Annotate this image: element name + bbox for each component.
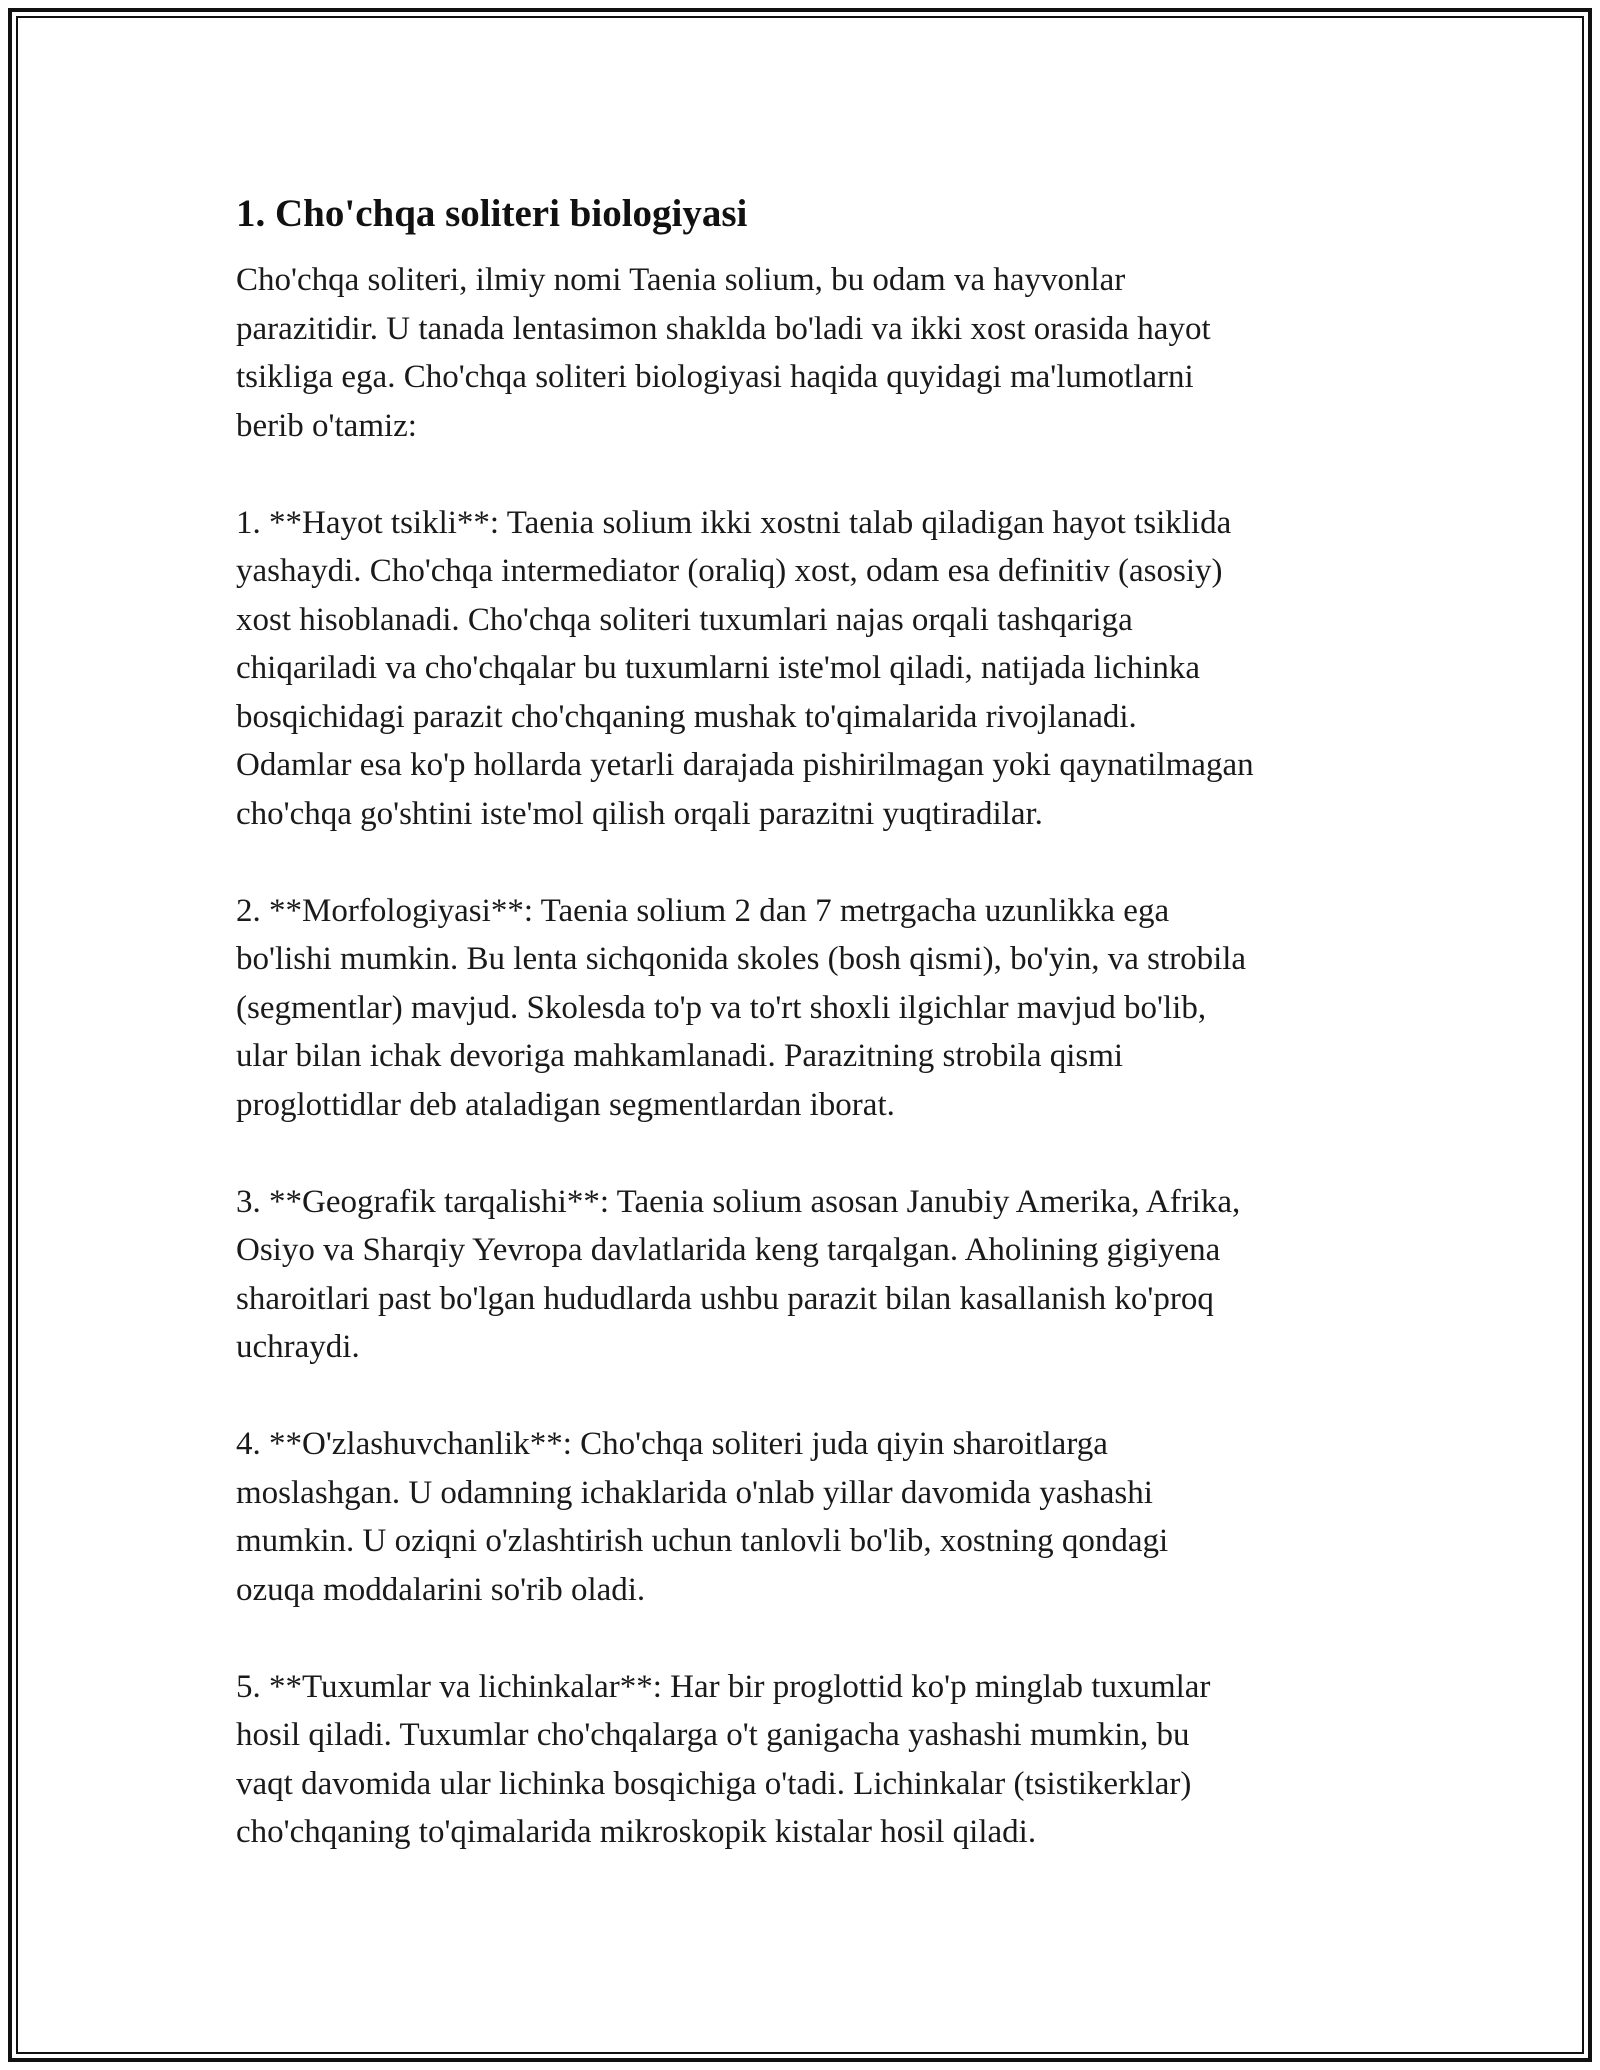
section-morphology: 2. **Morfologiyasi**: Taenia solium 2 dan 7 metrgacha uzunlikka ega bo'lishi mumkin. Bu lenta sichqonida skoles (bosh qismi), bo'yin, va strobila (segmentlar) mavjud. Skolesda to'p va to'rt shoxli ilgichlar mavjud bo'lib, ular bilan ichak devoriga mahkamlanadi. Parazitning strobila qismi proglottidlar deb ataladigan segmentlardan iborat. <box>236 892 1247 1123</box>
section-life-cycle: 1. **Hayot tsikli**: Taenia solium ikki xostni talab qiladigan hayot tsiklida yashaydi. Cho'chqa intermediator (oraliq) xost, odam esa definitiv (asosiy) xost hisoblanadi. Cho'chqa soliteri tuxumlari najas orqali tashqariga chiqariladi va cho'chqalar bu tuxumlarni iste'mol qiladi, natijada lichinka bosqichidagi parazit cho'chqaning mushak to'qimalarida rivojlanadi. Odamlar esa ko'p hollarda yetarli darajada pishirilmagan yoki qaynatilmagan cho'chqa go'shtini iste'mol qilish orqali parazitni yuqtiradilar. <box>236 504 1254 832</box>
section-eggs-and-larvae: 5. **Tuxumlar va lichinkalar**: Har bir proglottid ko'p minglab tuxumlar hosil qiladi. Tuxumlar cho'chqalarga o't ganigacha yashashi mumkin, bu vaqt davomida ular lichinka bosqichiga o'tadi. Lichinkalar (tsistikerklar) cho'chqaning to'qimalarida mikroskopik kistalar hosil qiladi. <box>236 1668 1211 1850</box>
section-adaptability: 4. **O'zlashuvchanlik**: Cho'chqa soliteri juda qiyin sharoitlarga moslashgan. U odamning ichaklarida o'nlab yillar davomida yashashi mumkin. U oziqni o'zlashtirish uchun tanlovli bo'lib, xostning qondagi ozuqa moddalarini so'rib oladi. <box>236 1426 1169 1608</box>
document-body <box>236 186 1376 1857</box>
document-title: 1. Cho'chqa soliteri biologiyasi <box>236 192 748 235</box>
section-geographic-distribution: 3. **Geografik tarqalishi**: Taenia solium asosan Janubiy Amerika, Afrika, Osiyo va Sharqiy Yevropa davlatlarida keng tarqalgan. Aholining gigiyena sharoitlari past bo'lgan hududlarda ushbu parazit bilan kasallanish ko'proq uchraydi. <box>236 1183 1241 1365</box>
intro-paragraph: Cho'chqa soliteri, ilmiy nomi Taenia solium, bu odam va hayvonlar parazitidir. U tanada lentasimon shaklda bo'ladi va ikki xost orasida hayot tsikliga ega. Cho'chqa soliteri biologiyasi haqida quyidagi ma'lumotlarni berib o'tamiz: <box>236 262 1211 444</box>
